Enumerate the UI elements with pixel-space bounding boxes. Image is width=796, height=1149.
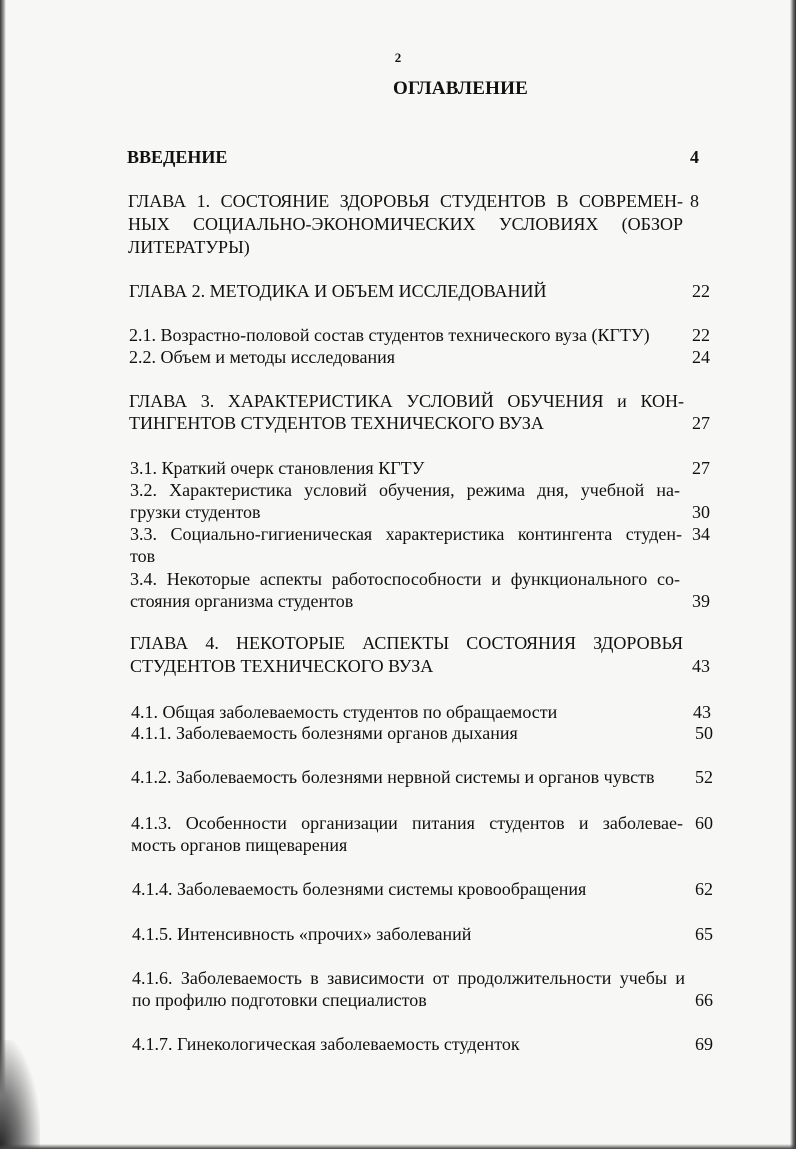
toc-page-2-1: 22	[692, 325, 710, 345]
toc-entry-3-3-line-2: тов	[130, 546, 156, 566]
toc-entry-4-1-5: 4.1.5. Интенсивность «прочих» заболеваний	[132, 924, 472, 944]
toc-page-4-1-1: 50	[695, 723, 713, 743]
toc-page-3-4: 39	[692, 591, 710, 611]
page-number: 2	[394, 50, 402, 65]
toc-entry-4-1-6-line-1: 4.1.6. Заболеваемость в зависимости от продолжительности учебы и	[132, 968, 685, 988]
toc-page-3-1: 27	[692, 458, 710, 478]
toc-entry-3-2-line-1: 3.2. Характеристика условий обучения, режима дня, учебной на-	[130, 480, 680, 500]
toc-page-4-1-3: 60	[695, 813, 713, 833]
scan-corner-shadow	[0, 1040, 40, 1149]
scan-edge-left	[0, 0, 6, 1149]
toc-entry-2-2: 2.2. Объем и методы исследования	[129, 347, 396, 367]
toc-page-chapter-3: 27	[692, 413, 710, 433]
toc-entry-3-4-line-1: 3.4. Некоторые аспекты работоспособности и функционального со-	[130, 569, 680, 589]
toc-page-3-3: 34	[692, 524, 710, 544]
toc-entry-3-3-line-1: 3.3. Социально-гигиеническая характеристика контингента студен-	[130, 524, 682, 544]
toc-entry-chapter-3-line-1: ГЛАВА 3. ХАРАКТЕРИСТИКА УСЛОВИЙ ОБУЧЕНИЯ и КОН-	[129, 391, 684, 411]
toc-entry-chapter-4-line-1: ГЛАВА 4. НЕКОТОРЫЕ АСПЕКТЫ СОСТОЯНИЯ ЗДОРОВЬЯ	[130, 633, 683, 653]
toc-entry-4-1-2: 4.1.2. Заболеваемость болезнями нервной системы и органов чувств	[131, 767, 655, 787]
toc-page-chapter-1: 8	[690, 191, 699, 211]
toc-entry-4-1-4: 4.1.4. Заболеваемость болезнями системы кровообращения	[132, 879, 587, 899]
toc-page-2-2: 24	[692, 347, 710, 367]
toc-entry-4-1-1: 4.1.1. Заболеваемость болезнями органов дыхания	[131, 723, 518, 743]
toc-entry-3-2-line-2: грузки студентов	[130, 502, 261, 522]
toc-page-4-1-7: 69	[695, 1034, 713, 1054]
toc-entry-3-4-line-2: стояния организма студентов	[130, 591, 354, 611]
toc-page-chapter-4: 43	[692, 656, 710, 676]
toc-entry-2-1: 2.1. Возрастно-половой состав студентов технического вуза (КГТУ)	[129, 325, 650, 345]
scan-edge-right	[790, 0, 796, 1149]
toc-entry-4-1: 4.1. Общая заболеваемость студентов по обращаемости	[131, 702, 558, 722]
toc-entry-chapter-2: ГЛАВА 2. МЕТОДИКА И ОБЪЕМ ИССЛЕДОВАНИЙ	[129, 281, 547, 301]
toc-entry-chapter-1-line-2: НЫХ СОЦИАЛЬНО-ЭКОНОМИЧЕСКИХ УСЛОВИЯХ (ОБЗОР	[128, 214, 683, 234]
toc-page-4-1-5: 65	[695, 924, 713, 944]
toc-entry-3-1: 3.1. Краткий очерк становления КГТУ	[130, 458, 425, 478]
toc-entry-4-1-3-line-2: мость органов пищеварения	[131, 835, 348, 855]
toc-entry-4-1-3-line-1: 4.1.3. Особенности организации питания студентов и заболевае-	[131, 813, 683, 833]
toc-page-intro: 4	[690, 147, 699, 167]
toc-page-4-1-4: 62	[695, 879, 713, 899]
toc-entry-4-1-7: 4.1.7. Гинекологическая заболеваемость студенток	[132, 1034, 520, 1054]
toc-page-4-1: 43	[693, 702, 711, 722]
toc-entry-chapter-1-line-3: ЛИТЕРАТУРЫ)	[128, 237, 250, 257]
toc-entry-chapter-1-line-1: ГЛАВА 1. СОСТОЯНИЕ ЗДОРОВЬЯ СТУДЕНТОВ В СОВРЕМЕН-	[128, 191, 683, 211]
toc-entry-chapter-4-line-2: СТУДЕНТОВ ТЕХНИЧЕСКОГО ВУЗА	[130, 656, 434, 676]
toc-entry-chapter-3-line-2: ТИНГЕНТОВ СТУДЕНТОВ ТЕХНИЧЕСКОГО ВУЗА	[129, 413, 544, 433]
toc-page-chapter-2: 22	[692, 281, 710, 301]
scan-bottom-edge	[0, 1144, 796, 1149]
page-title: ОГЛАВЛЕНИЕ	[393, 78, 528, 99]
toc-page-4-1-6: 66	[695, 990, 713, 1010]
toc-page-3-2: 30	[692, 502, 710, 522]
toc-entry-intro: ВВЕДЕНИЕ	[127, 147, 228, 167]
toc-entry-4-1-6-line-2: по профилю подготовки специалистов	[132, 990, 427, 1010]
toc-page-4-1-2: 52	[695, 767, 713, 787]
